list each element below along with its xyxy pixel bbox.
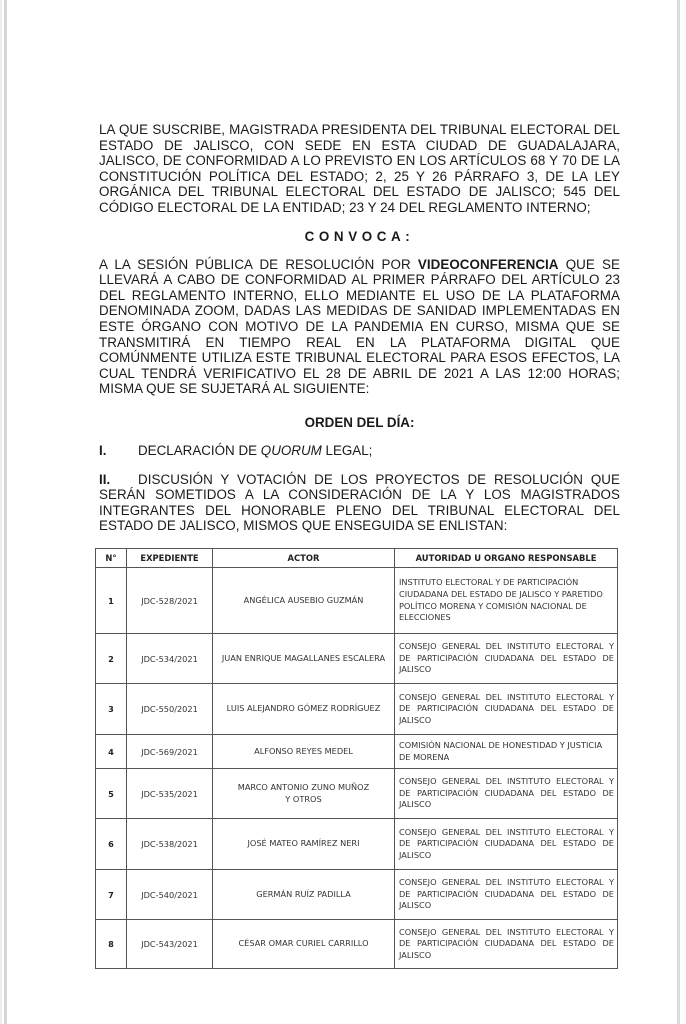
row-number: 7 — [96, 870, 127, 920]
agenda-item-text — [138, 443, 620, 459]
agenda-item-1 — [99, 443, 620, 459]
header-actor: ACTOR — [213, 549, 395, 568]
agenda-text-before: DECLARACIÓN DE — [138, 442, 261, 458]
row-autoridad: CONSEJO GENERAL DEL INSTITUTO ELECTORAL Y DE PARTICIPACIÓN CIUDADANA DEL ESTADO DE JALISCO — [395, 870, 618, 920]
row-expediente: JDC-528/2021 — [127, 568, 213, 634]
table-header-row — [96, 549, 618, 568]
row-expediente: JDC-569/2021 — [127, 735, 213, 769]
row-expediente: JDC-538/2021 — [127, 819, 213, 870]
table-row — [96, 819, 618, 870]
row-actor: ANGÉLICA AUSEBIO GUZMÁN — [213, 568, 395, 634]
row-number: 5 — [96, 769, 127, 819]
convoca-intro: A LA SESIÓN PÚBLICA DE RESOLUCIÓN POR — [99, 256, 418, 272]
row-autoridad: CONSEJO GENERAL DEL INSTITUTO ELECTORAL Y DE PARTICIPACIÓN CIUDADANA DEL ESTADO DE JALISCO — [395, 769, 618, 819]
row-actor: MARCO ANTONIO ZUNO MUÑOZ Y OTROS — [213, 769, 395, 819]
convoca-paragraph — [99, 257, 620, 397]
row-autoridad: COMISIÓN NACIONAL DE HONESTIDAD Y JUSTICIA DE MORENA — [395, 735, 618, 769]
table-row — [96, 735, 618, 769]
row-autoridad: CONSEJO GENERAL DEL INSTITUTO ELECTORAL Y DE PARTICIPACIÓN CIUDADANA DEL ESTADO DE JALISCO — [395, 819, 618, 870]
page-edge-left — [4, 0, 7, 1024]
videoconferencia-emphasis: VIDEOCONFERENCIA — [417, 256, 559, 272]
cases-table — [95, 548, 618, 969]
row-number: 1 — [96, 568, 127, 634]
table-row — [96, 684, 618, 735]
row-expediente: JDC-535/2021 — [127, 769, 213, 819]
agenda-item-number: II. — [99, 471, 111, 487]
row-number: 2 — [96, 634, 127, 684]
row-expediente: JDC-534/2021 — [127, 634, 213, 684]
row-autoridad: CONSEJO GENERAL DEL INSTITUTO ELECTORAL Y DE PARTICIPACIÓN CIUDADANA DEL ESTADO DE JALISCO — [395, 920, 618, 969]
page-edge-right — [677, 0, 680, 1024]
table-row — [96, 920, 618, 969]
row-actor: GERMÁN RUÍZ PADILLA — [213, 870, 395, 920]
row-expediente: JDC-543/2021 — [127, 920, 213, 969]
agenda-item-number: I. — [99, 442, 107, 458]
row-actor: CÉSAR OMAR CURIEL CARRILLO — [213, 920, 395, 969]
table-row — [96, 870, 618, 920]
table-row — [96, 634, 618, 684]
row-autoridad: INSTITUTO ELECTORAL Y DE PARTICIPACIÓN CIUDADANA DEL ESTADO DE JALISCO Y PARETIDO POLÍTICO MORENA Y COMISIÓN NACIONAL DE ELECCIONES — [395, 568, 618, 634]
convoca-heading: CONVOCA: — [304, 228, 415, 244]
orden-del-dia-heading: ORDEN DEL DÍA: — [304, 414, 415, 430]
row-number: 6 — [96, 819, 127, 870]
row-autoridad: CONSEJO GENERAL DEL INSTITUTO ELECTORAL Y DE PARTICIPACIÓN CIUDADANA DEL ESTADO DE JALISCO — [395, 634, 618, 684]
row-actor: ALFONSO REYES MEDEL — [213, 735, 395, 769]
header-number: N° — [96, 549, 127, 568]
row-number: 4 — [96, 735, 127, 769]
preamble-paragraph: LA QUE SUSCRIBE, MAGISTRADA PRESIDENTA DEL TRIBUNAL ELECTORAL DEL ESTADO DE JALISCO, CON SEDE EN ESTA CIUDAD DE GUADALAJARA, JALISCO, DE CONFORMIDAD A LO PREVISTO EN LOS ARTÍCULOS 68 Y 70 DE LA CONSTITUCIÓN POLÍTICA DEL ESTADO; 2, 25 Y 26 PÁRRAFO 3, DE LA LEY ORGÁNICA DEL TRIBUNAL ELECTORAL DEL ESTADO DE JALISCO; 545 DEL CÓDIGO ELECTORAL DE LA ENTIDAD; 23 Y 24 DEL REGLAMENTO INTERNO; — [99, 122, 620, 215]
row-autoridad: CONSEJO GENERAL DEL INSTITUTO ELECTORAL Y DE PARTICIPACIÓN CIUDADANA DEL ESTADO DE JALISCO — [395, 684, 618, 735]
document-body — [99, 122, 620, 534]
row-expediente: JDC-540/2021 — [127, 870, 213, 920]
row-actor: LUIS ALEJANDRO GÓMEZ RODRÍGUEZ — [213, 684, 395, 735]
convoca-rest: QUE SE LLEVARÁ A CABO DE CONFORMIDAD AL PRIMER PÁRRAFO DEL ARTÍCULO 23 DEL REGLAMENTO INTERNO, ELLO MEDIANTE EL USO DE LA PLATAFORMA DENOMINADA ZOOM, DADAS LAS MEDIDAS DE SANIDAD IMPLEMENTADAS EN ESTE ÓRGANO CON MOTIVO DE LA PANDEMIA EN CURSO, MISMA QUE SE TRANSMITIRÁ EN TIEMPO REAL EN LA PLATAFORMA DIGITAL QUE COMÚNMENTE UTILIZA ESTE TRIBUNAL ELECTORAL PARA ESOS EFECTOS, LA CUAL TENDRÁ VERIFICATIVO EL 28 DE ABRIL DE 2021 A LAS 12:00 HORAS; MISMA QUE SE SUJETARÁ AL SIGUIENTE: — [99, 256, 620, 397]
cases-table-container — [95, 548, 617, 969]
agenda-item-2 — [99, 472, 620, 534]
quorum-italic: QUORUM — [260, 442, 322, 458]
table-row — [96, 568, 618, 634]
table-row — [96, 769, 618, 819]
agenda-item-text: DISCUSIÓN Y VOTACIÓN DE LOS PROYECTOS DE RESOLUCIÓN QUE SERÁN SOMETIDOS A LA CONSIDERACIÓN DE LA Y LOS MAGISTRADOS INTEGRANTES DEL HONORABLE PLENO DEL TRIBUNAL ELECTORAL DEL ESTADO DE JALISCO, MISMOS QUE ENSEGUIDA SE ENLISTAN: — [99, 471, 620, 534]
row-number: 3 — [96, 684, 127, 735]
row-actor: JUAN ENRIQUE MAGALLANES ESCALERA — [213, 634, 395, 684]
row-expediente: JDC-550/2021 — [127, 684, 213, 735]
row-number: 8 — [96, 920, 127, 969]
header-expediente: EXPEDIENTE — [127, 549, 213, 568]
page-edge-shadow-left — [0, 0, 2, 1024]
row-actor: JOSÉ MATEO RAMÍREZ NERI — [213, 819, 395, 870]
agenda-text-after: LEGAL; — [321, 442, 373, 458]
header-autoridad: AUTORIDAD U ORGANO RESPONSABLE — [395, 549, 618, 568]
